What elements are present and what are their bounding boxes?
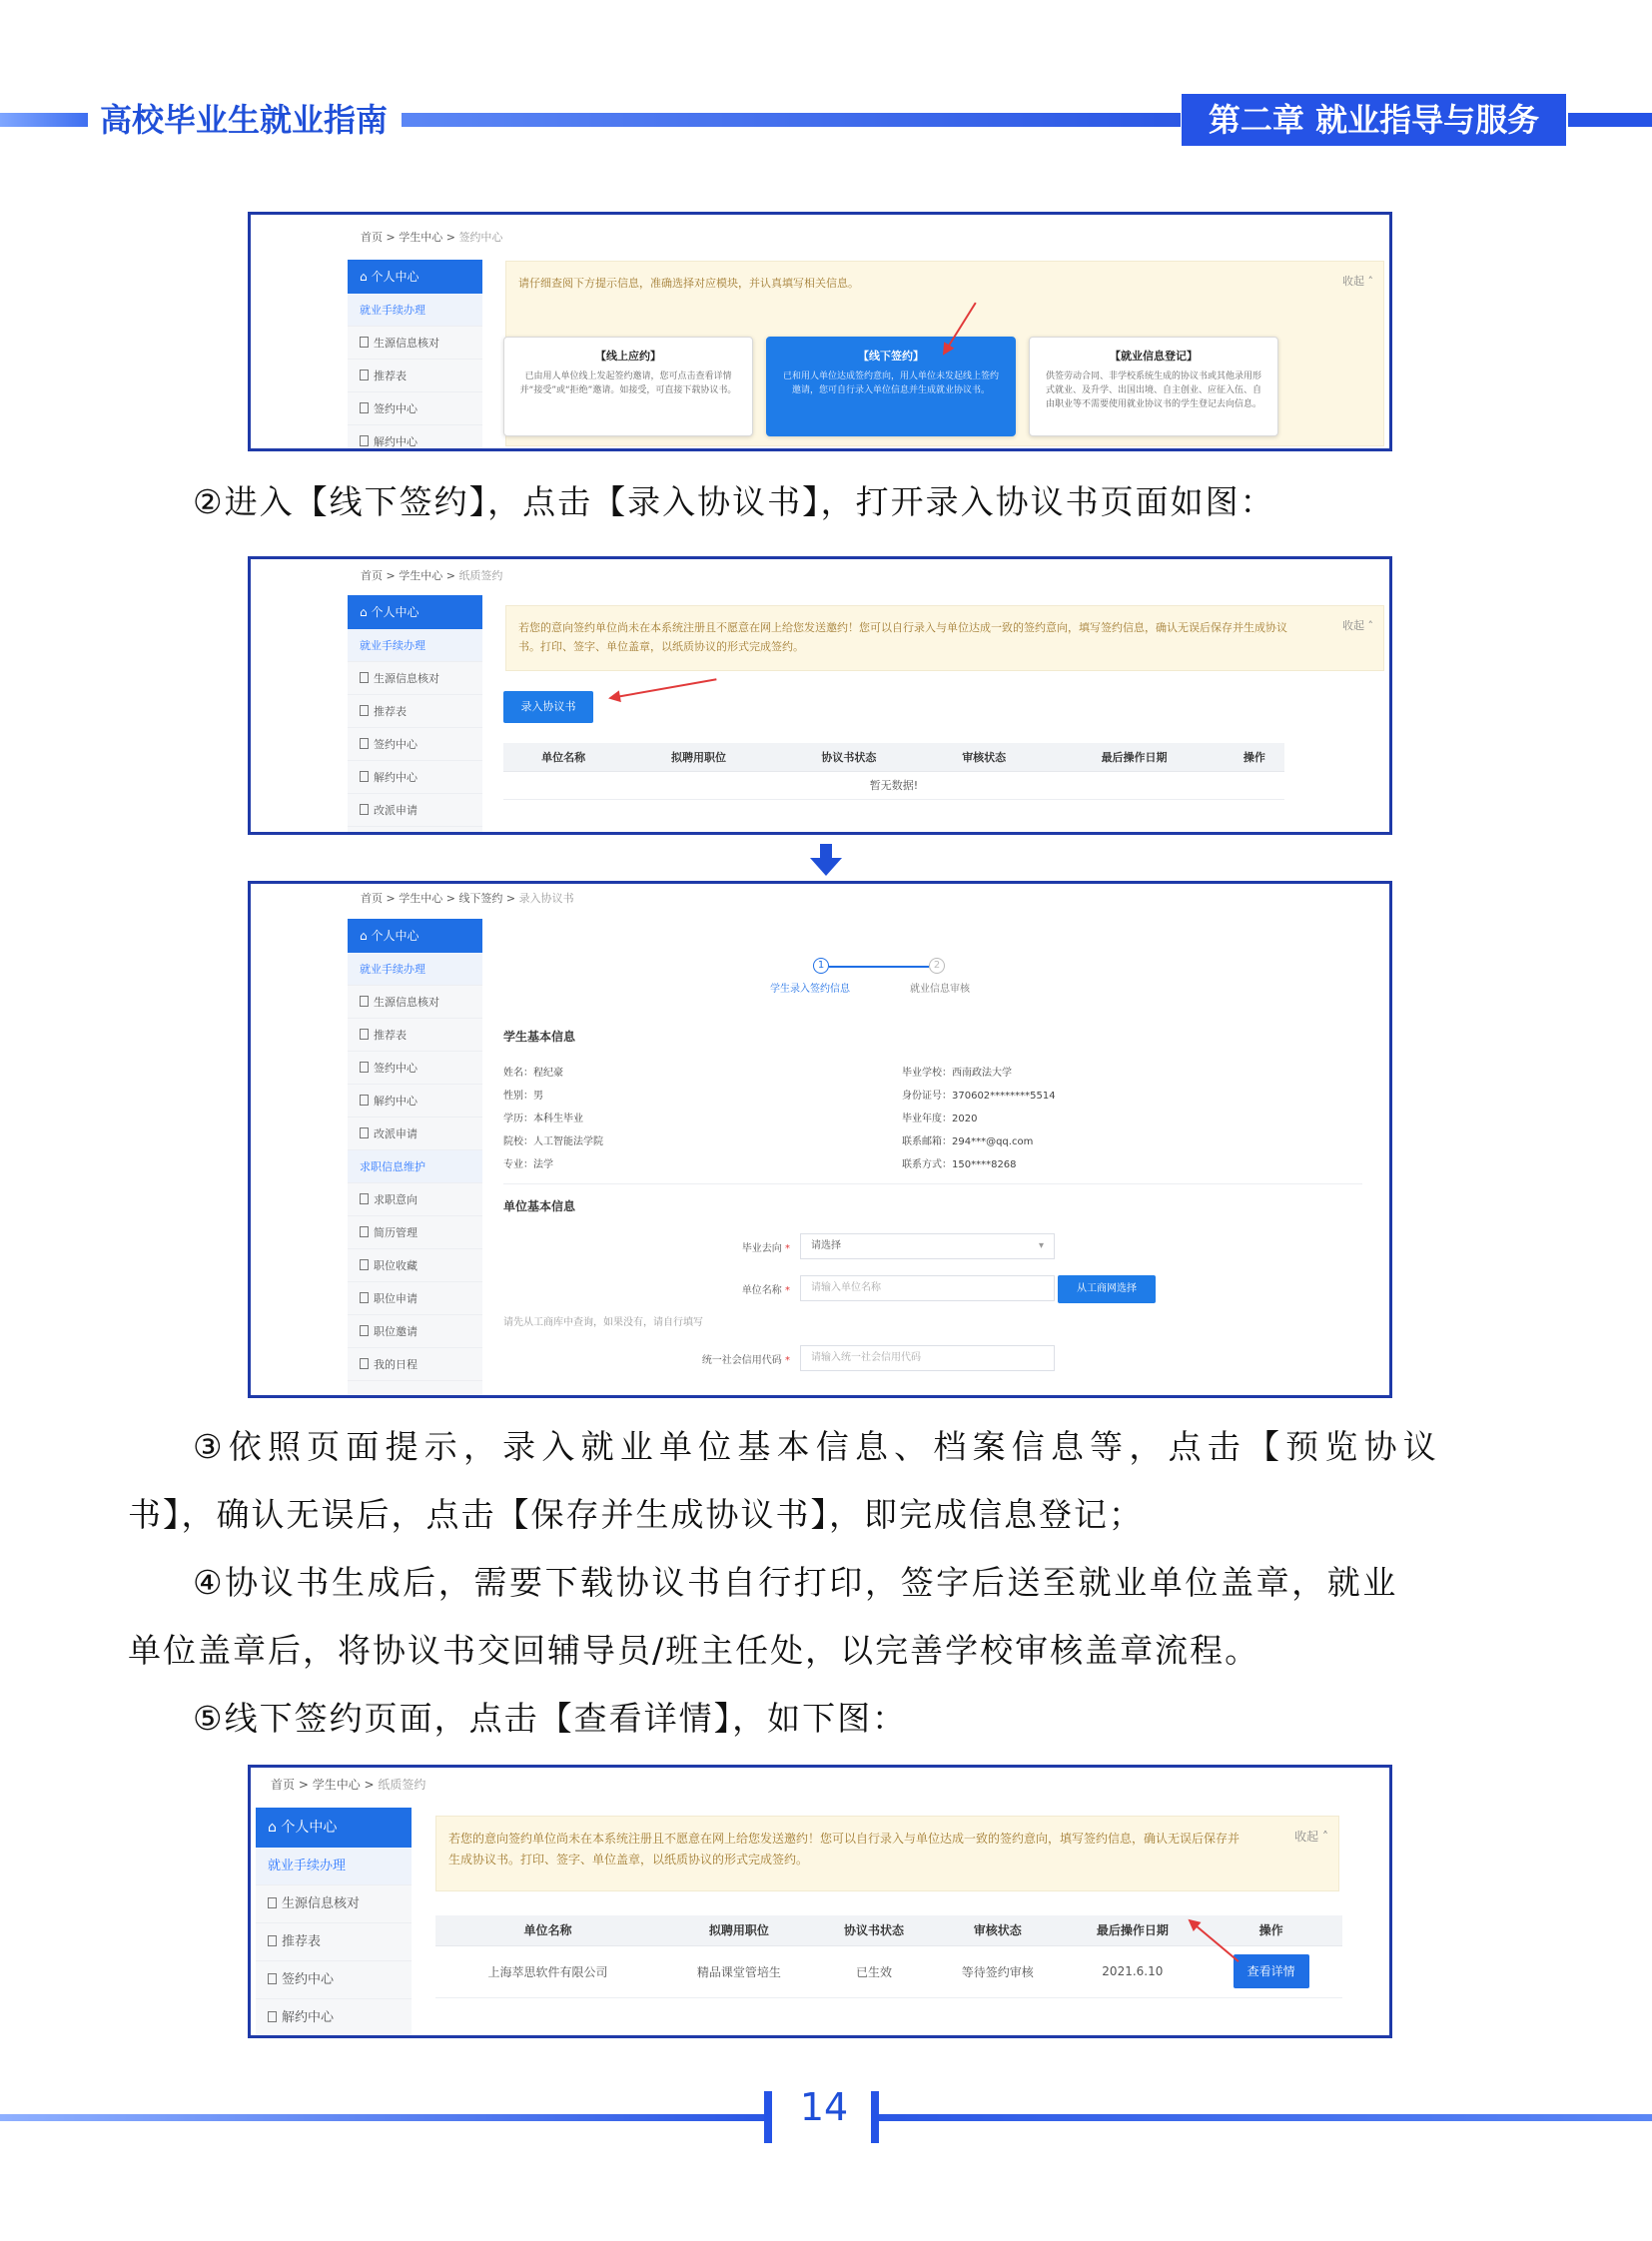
student-grad-year: 毕业年度：2020 bbox=[902, 1114, 978, 1124]
direction-select[interactable] bbox=[800, 1233, 1055, 1259]
sidebar-item-label: 解约中心 bbox=[282, 2010, 335, 2025]
step-1-dot: 1 bbox=[813, 958, 829, 974]
sidebar-item-recommendation[interactable] bbox=[348, 360, 482, 392]
sidebar-item-origin-check[interactable] bbox=[348, 662, 482, 695]
sidebar-item-procedures[interactable]: 就业手续办理 bbox=[256, 1848, 412, 1885]
table-row bbox=[435, 1945, 1342, 1997]
col-unit-name: 单位名称 bbox=[435, 1915, 660, 1945]
col-position: 拟聘用职位 bbox=[660, 1915, 818, 1945]
unit-name-input[interactable]: 请输入单位名称 bbox=[800, 1275, 1055, 1301]
sidebar-item-sign-center[interactable] bbox=[348, 728, 482, 761]
document-icon bbox=[360, 1325, 369, 1336]
sidebar-item-label: 解约中心 bbox=[374, 435, 417, 448]
document-icon bbox=[360, 1095, 369, 1106]
step4-line1: ④协议书生成后，需要下载协议书自行打印，签字后送至就业单位盖章，就业 bbox=[193, 1563, 1398, 1602]
sidebar-item-label: 推荐表 bbox=[282, 1934, 322, 1949]
cell-last-date: 2021.6.10 bbox=[1065, 1945, 1200, 1997]
sidebar-item-terminate[interactable] bbox=[256, 1999, 412, 2037]
sidebar-head-label: 个人中心 bbox=[371, 270, 419, 284]
sidebar-item-terminate[interactable] bbox=[348, 1085, 482, 1118]
progress-steps bbox=[770, 958, 990, 998]
screenshot-add-agreement bbox=[248, 881, 1392, 1398]
unit-name-tip: 请先从工商库中查询，如果没有，请自行填写 bbox=[503, 1317, 703, 1328]
empty-row: 暂无数据! bbox=[503, 771, 1284, 799]
chevron-up-icon: ˄ bbox=[1367, 619, 1373, 632]
chevron-up-icon: ˄ bbox=[1322, 1830, 1328, 1844]
card-title: 【就业信息登记】 bbox=[1110, 350, 1198, 363]
card-offline-sign[interactable] bbox=[766, 337, 1016, 436]
cell-action bbox=[1200, 1945, 1342, 1997]
sidebar-item-label: 推荐表 bbox=[374, 1029, 407, 1042]
document-icon bbox=[360, 1193, 369, 1204]
crumb-home[interactable]: 首页 bbox=[271, 1778, 296, 1792]
document-icon bbox=[360, 672, 369, 683]
crumb-offline-sign[interactable]: 线下签约 bbox=[458, 892, 503, 905]
document-icon bbox=[360, 1292, 369, 1303]
col-position: 拟聘用职位 bbox=[623, 743, 773, 771]
sidebar-item-label: 我的日程 bbox=[374, 1358, 417, 1371]
direction-label: 毕业去向 * bbox=[741, 1243, 790, 1254]
page-number: 14 bbox=[799, 2085, 849, 2129]
screenshot-view-details bbox=[248, 1765, 1392, 2038]
document-icon bbox=[268, 1935, 277, 1946]
sidebar-item-label: 推荐表 bbox=[374, 705, 407, 718]
home-icon: ⌂ bbox=[360, 929, 372, 943]
sidebar-item-procedures[interactable]: 就业手续办理 bbox=[348, 953, 482, 986]
home-icon: ⌂ bbox=[268, 1820, 282, 1836]
sidebar-item-procedures[interactable]: 就业手续办理 bbox=[348, 294, 482, 327]
sidebar-item-label: 签约中心 bbox=[374, 738, 417, 751]
document-icon bbox=[360, 771, 369, 782]
document-icon bbox=[268, 2011, 277, 2022]
unit-name-label-text: 单位名称 bbox=[741, 1285, 782, 1296]
chapter-title: 第二章 就业指导与服务 bbox=[1182, 94, 1566, 146]
collapse-label: 收起 bbox=[1294, 1830, 1319, 1844]
collapse-toggle[interactable] bbox=[1342, 616, 1373, 635]
crumb-student-center[interactable]: 学生中心 bbox=[312, 1778, 361, 1792]
sidebar-item-label: 求职意向 bbox=[374, 1193, 417, 1206]
sidebar-item-job-intent[interactable] bbox=[348, 1183, 482, 1216]
col-last-date: 最后操作日期 bbox=[1065, 1915, 1200, 1945]
student-info-left bbox=[503, 1062, 603, 1176]
agreement-table bbox=[503, 743, 1284, 800]
step-2-dot: 2 bbox=[929, 958, 945, 974]
student-college: 院校：人工智能法学院 bbox=[503, 1136, 603, 1147]
document-icon bbox=[360, 705, 369, 716]
sidebar bbox=[348, 595, 482, 835]
student-school: 毕业学校：西南政法大学 bbox=[902, 1068, 1012, 1079]
col-agreement-status: 协议书状态 bbox=[774, 743, 924, 771]
sidebar bbox=[348, 260, 482, 451]
unit-section-title: 单位基本信息 bbox=[503, 1199, 576, 1213]
card-employment-register[interactable] bbox=[1029, 337, 1278, 436]
sidebar-head-label: 个人中心 bbox=[371, 929, 419, 943]
document-icon bbox=[360, 1127, 369, 1138]
step-1-label: 学生录入签约信息 bbox=[770, 984, 850, 995]
document-icon bbox=[360, 337, 369, 348]
step-line bbox=[829, 966, 929, 968]
document-icon bbox=[360, 370, 369, 380]
sidebar-head[interactable] bbox=[348, 595, 482, 629]
card-title: 【线上应约】 bbox=[595, 350, 661, 363]
card-online-sign[interactable] bbox=[503, 337, 753, 436]
sidebar-head[interactable] bbox=[256, 1808, 412, 1848]
document-icon bbox=[360, 402, 369, 413]
step3-line2: 书】，确认无误后，点击【保存并生成协议书】，即完成信息登记； bbox=[128, 1495, 1144, 1534]
sidebar-item-label: 职位申请 bbox=[374, 1292, 417, 1305]
sidebar-item-schedule[interactable] bbox=[348, 1348, 482, 1381]
cell-review-status: 等待签约审核 bbox=[930, 1945, 1065, 1997]
collapse-label: 收起 bbox=[1342, 619, 1364, 632]
book-title: 高校毕业生就业指南 bbox=[100, 101, 389, 139]
col-unit-name: 单位名称 bbox=[503, 743, 623, 771]
notice-panel bbox=[435, 1816, 1339, 1891]
sidebar-item-origin-check[interactable] bbox=[348, 986, 482, 1019]
student-id: 身份证号：370602********5514 bbox=[902, 1091, 1056, 1102]
card-title: 【线下签约】 bbox=[858, 350, 924, 363]
sidebar-item-procedures[interactable]: 就业手续办理 bbox=[348, 629, 482, 662]
col-review-status: 审核状态 bbox=[924, 743, 1044, 771]
cell-agreement-status: 已生效 bbox=[818, 1945, 931, 1997]
sidebar-item-recommendation[interactable] bbox=[348, 1019, 482, 1052]
student-email: 联系邮箱：294***@qq.com bbox=[902, 1136, 1034, 1147]
document-icon bbox=[360, 738, 369, 749]
screenshot-paper-sign bbox=[248, 556, 1392, 835]
step3-line1: ③依照页面提示，录入就业单位基本信息、档案信息等，点击【预览协议 bbox=[193, 1427, 1442, 1466]
collapse-toggle[interactable] bbox=[1294, 1827, 1328, 1848]
document-icon bbox=[360, 1226, 369, 1237]
crumb-home[interactable]: 首页 bbox=[361, 231, 383, 244]
sidebar bbox=[256, 1808, 412, 2038]
student-name: 姓名：程纪豪 bbox=[503, 1068, 563, 1079]
sidebar-item-recommendation[interactable] bbox=[348, 695, 482, 728]
sidebar-item-label: 签约中心 bbox=[282, 1972, 335, 1987]
step-2-label: 就业信息审核 bbox=[910, 984, 970, 995]
sidebar-item-terminate[interactable] bbox=[348, 425, 482, 451]
home-icon: ⌂ bbox=[360, 605, 372, 619]
cell-position: 精品课堂管培生 bbox=[660, 1945, 818, 1997]
crumb-student-center[interactable]: 学生中心 bbox=[399, 569, 443, 582]
sidebar-head-label: 个人中心 bbox=[281, 1820, 338, 1836]
footer-divider-left bbox=[764, 2091, 772, 2143]
card-desc: 已和用人单位达成签约意向，用人单位未发起线上签约邀请，您可自行录入单位信息并生成就业协议书。 bbox=[782, 372, 999, 395]
breadcrumb: 首页 > 学生中心 > 纸质签约 bbox=[361, 569, 503, 582]
footer-bar-right bbox=[879, 2114, 1652, 2121]
sidebar-item-reassign[interactable] bbox=[348, 1118, 482, 1150]
sidebar-item-origin-check[interactable] bbox=[348, 327, 482, 360]
sidebar-item-invitations[interactable] bbox=[348, 1315, 482, 1348]
document-icon bbox=[360, 1259, 369, 1270]
unit-name-label: 单位名称 * bbox=[741, 1285, 790, 1296]
sidebar-item-reassign[interactable] bbox=[348, 794, 482, 827]
sidebar-item-label: 生源信息核对 bbox=[374, 672, 439, 685]
sidebar-head[interactable] bbox=[348, 260, 482, 294]
col-agreement-status: 协议书状态 bbox=[818, 1915, 931, 1945]
notice-text: 若您的意向签约单位尚未在本系统注册且不愿意在网上给您发送邀约！您可以自行录入与单位达成一致的签约意向，填写签约信息，确认无误后保存并生成协议书。打印、签字、单位盖章，以纸质协议的形式完成签约。 bbox=[518, 621, 1287, 653]
add-agreement-button[interactable]: 录入协议书 bbox=[503, 691, 593, 723]
sidebar-item-label: 签约中心 bbox=[374, 1062, 417, 1075]
sidebar-item-label: 生源信息核对 bbox=[282, 1896, 361, 1911]
sidebar-item-sign-center[interactable] bbox=[348, 392, 482, 425]
sidebar-item-label: 职位邀请 bbox=[374, 1325, 417, 1338]
document-icon bbox=[360, 996, 369, 1007]
section-divider bbox=[503, 1183, 1362, 1184]
student-major: 专业：法学 bbox=[503, 1159, 553, 1170]
col-review-status: 审核状态 bbox=[930, 1915, 1065, 1945]
collapse-label: 收起 bbox=[1342, 275, 1364, 288]
crumb-home[interactable]: 首页 bbox=[361, 892, 383, 905]
sidebar-item-sign-center[interactable] bbox=[256, 1961, 412, 1999]
student-section-title: 学生基本信息 bbox=[503, 1030, 576, 1044]
col-action: 操作 bbox=[1225, 743, 1284, 771]
footer-bar-left bbox=[0, 2114, 764, 2121]
sidebar-head[interactable] bbox=[348, 919, 482, 953]
document-icon bbox=[360, 1358, 369, 1369]
agreement-table bbox=[435, 1915, 1342, 1998]
sidebar-item-label: 解约中心 bbox=[374, 771, 417, 784]
student-gender: 性别：男 bbox=[503, 1091, 543, 1102]
caret-down-icon: ▾ bbox=[1038, 1240, 1044, 1251]
crumb-student-center[interactable]: 学生中心 bbox=[399, 892, 443, 905]
student-info-right bbox=[902, 1062, 1056, 1176]
credit-code-label: 统一社会信用代码 * bbox=[701, 1355, 790, 1366]
header-bar-left bbox=[0, 113, 88, 127]
sidebar-item-sign-center[interactable] bbox=[348, 1052, 482, 1085]
student-phone: 联系方式：150****8268 bbox=[902, 1159, 1017, 1170]
arrow-down-icon bbox=[808, 842, 844, 878]
sidebar-item-label: 推荐表 bbox=[374, 370, 407, 382]
direction-select-value: 请选择 bbox=[811, 1240, 841, 1251]
select-from-registry-button[interactable]: 从工商网选择 bbox=[1058, 1275, 1156, 1303]
student-degree: 学历：本科生毕业 bbox=[503, 1114, 583, 1124]
document-icon bbox=[360, 435, 369, 446]
breadcrumb: 首页 > 学生中心 > 签约中心 bbox=[361, 231, 503, 244]
collapse-toggle[interactable] bbox=[1342, 272, 1373, 291]
home-icon: ⌂ bbox=[360, 270, 372, 284]
red-pointer-arrow bbox=[610, 678, 717, 699]
crumb-current: 纸质签约 bbox=[378, 1778, 426, 1792]
header-bar-middle bbox=[402, 113, 1181, 127]
sidebar-item-label: 简历管理 bbox=[374, 1226, 417, 1239]
crumb-current: 录入协议书 bbox=[518, 892, 574, 905]
sidebar-item-label: 改派申请 bbox=[374, 1127, 417, 1140]
sidebar-item-terminate[interactable] bbox=[348, 761, 482, 794]
sidebar bbox=[348, 919, 482, 1398]
crumb-current: 纸质签约 bbox=[458, 569, 503, 582]
sidebar-item-label: 生源信息核对 bbox=[374, 337, 439, 350]
breadcrumb: 首页 > 学生中心 > 纸质签约 bbox=[271, 1778, 426, 1792]
crumb-home[interactable]: 首页 bbox=[361, 569, 383, 582]
sidebar-head-label: 个人中心 bbox=[371, 605, 419, 619]
sidebar-item-label: 签约中心 bbox=[374, 402, 417, 415]
footer-divider-right bbox=[871, 2091, 879, 2143]
notice-text: 若您的意向签约单位尚未在本系统注册且不愿意在网上给您发送邀约！您可以自行录入与单位达成一致的签约意向，填写签约信息，确认无误后保存并生成协议书。打印、签字、单位盖章，以纸质协议的形式完成签约。 bbox=[448, 1832, 1240, 1867]
header-bar-right bbox=[1568, 113, 1652, 127]
sidebar-item-favorites[interactable] bbox=[348, 1249, 482, 1282]
crumb-current: 签约中心 bbox=[458, 231, 503, 244]
crumb-student-center[interactable]: 学生中心 bbox=[399, 231, 443, 244]
sidebar-item-applications[interactable] bbox=[348, 1282, 482, 1315]
document-icon bbox=[360, 1062, 369, 1073]
step4-line2: 单位盖章后，将协议书交回辅导员/班主任处，以完善学校审核盖章流程。 bbox=[128, 1631, 1260, 1670]
col-action: 操作 bbox=[1200, 1915, 1342, 1945]
view-details-button[interactable]: 查看详情 bbox=[1234, 1954, 1309, 1988]
sidebar-item-recommendation[interactable] bbox=[256, 1923, 412, 1961]
notice-panel bbox=[505, 605, 1384, 671]
step2-text: ②进入【线下签约】，点击【录入协议书】，打开录入协议书页面如图： bbox=[193, 482, 1275, 521]
direction-label-text: 毕业去向 bbox=[741, 1243, 782, 1254]
notice-text: 请仔细查阅下方提示信息，准确选择对应模块，并认真填写相关信息。 bbox=[518, 277, 859, 290]
sidebar-item-label: 职位收藏 bbox=[374, 1259, 417, 1272]
credit-code-label-text: 统一社会信用代码 bbox=[701, 1355, 782, 1366]
document-icon bbox=[360, 804, 369, 815]
screenshot-sign-center bbox=[248, 212, 1392, 451]
sidebar-item-label: 解约中心 bbox=[374, 1095, 417, 1108]
document-icon bbox=[360, 1029, 369, 1040]
card-desc: 已由用人单位线上发起签约邀请，您可点击查看详情并“接受”或“拒绝”邀请。如接受，可直接下载协议书。 bbox=[519, 372, 737, 395]
card-desc: 供签劳动合同、非学校系统生成的协议书或其他录用形式就业、及升学、出国出境、自主创业、应征入伍、自由职业等不需要使用就业协议书的学生登记去向信息。 bbox=[1045, 372, 1261, 409]
col-last-date: 最后操作日期 bbox=[1044, 743, 1224, 771]
cell-unit-name: 上海萃思软件有限公司 bbox=[435, 1945, 660, 1997]
sidebar-item-label: 改派申请 bbox=[374, 804, 417, 817]
sidebar-item-label: 生源信息核对 bbox=[374, 996, 439, 1009]
sidebar-item-job-info[interactable]: 求职信息维护 bbox=[348, 1150, 482, 1183]
breadcrumb: 首页 > 学生中心 > 线下签约 > 录入协议书 bbox=[361, 892, 574, 905]
document-icon bbox=[268, 1897, 277, 1908]
chevron-up-icon: ˄ bbox=[1367, 275, 1373, 288]
sidebar-item-resume[interactable] bbox=[348, 1216, 482, 1249]
step5-text: ⑤线下签约页面，点击【查看详情】，如下图： bbox=[193, 1699, 908, 1738]
credit-code-input[interactable]: 请输入统一社会信用代码 bbox=[800, 1345, 1055, 1371]
sidebar-item-origin-check[interactable] bbox=[256, 1885, 412, 1923]
document-icon bbox=[268, 1973, 277, 1984]
